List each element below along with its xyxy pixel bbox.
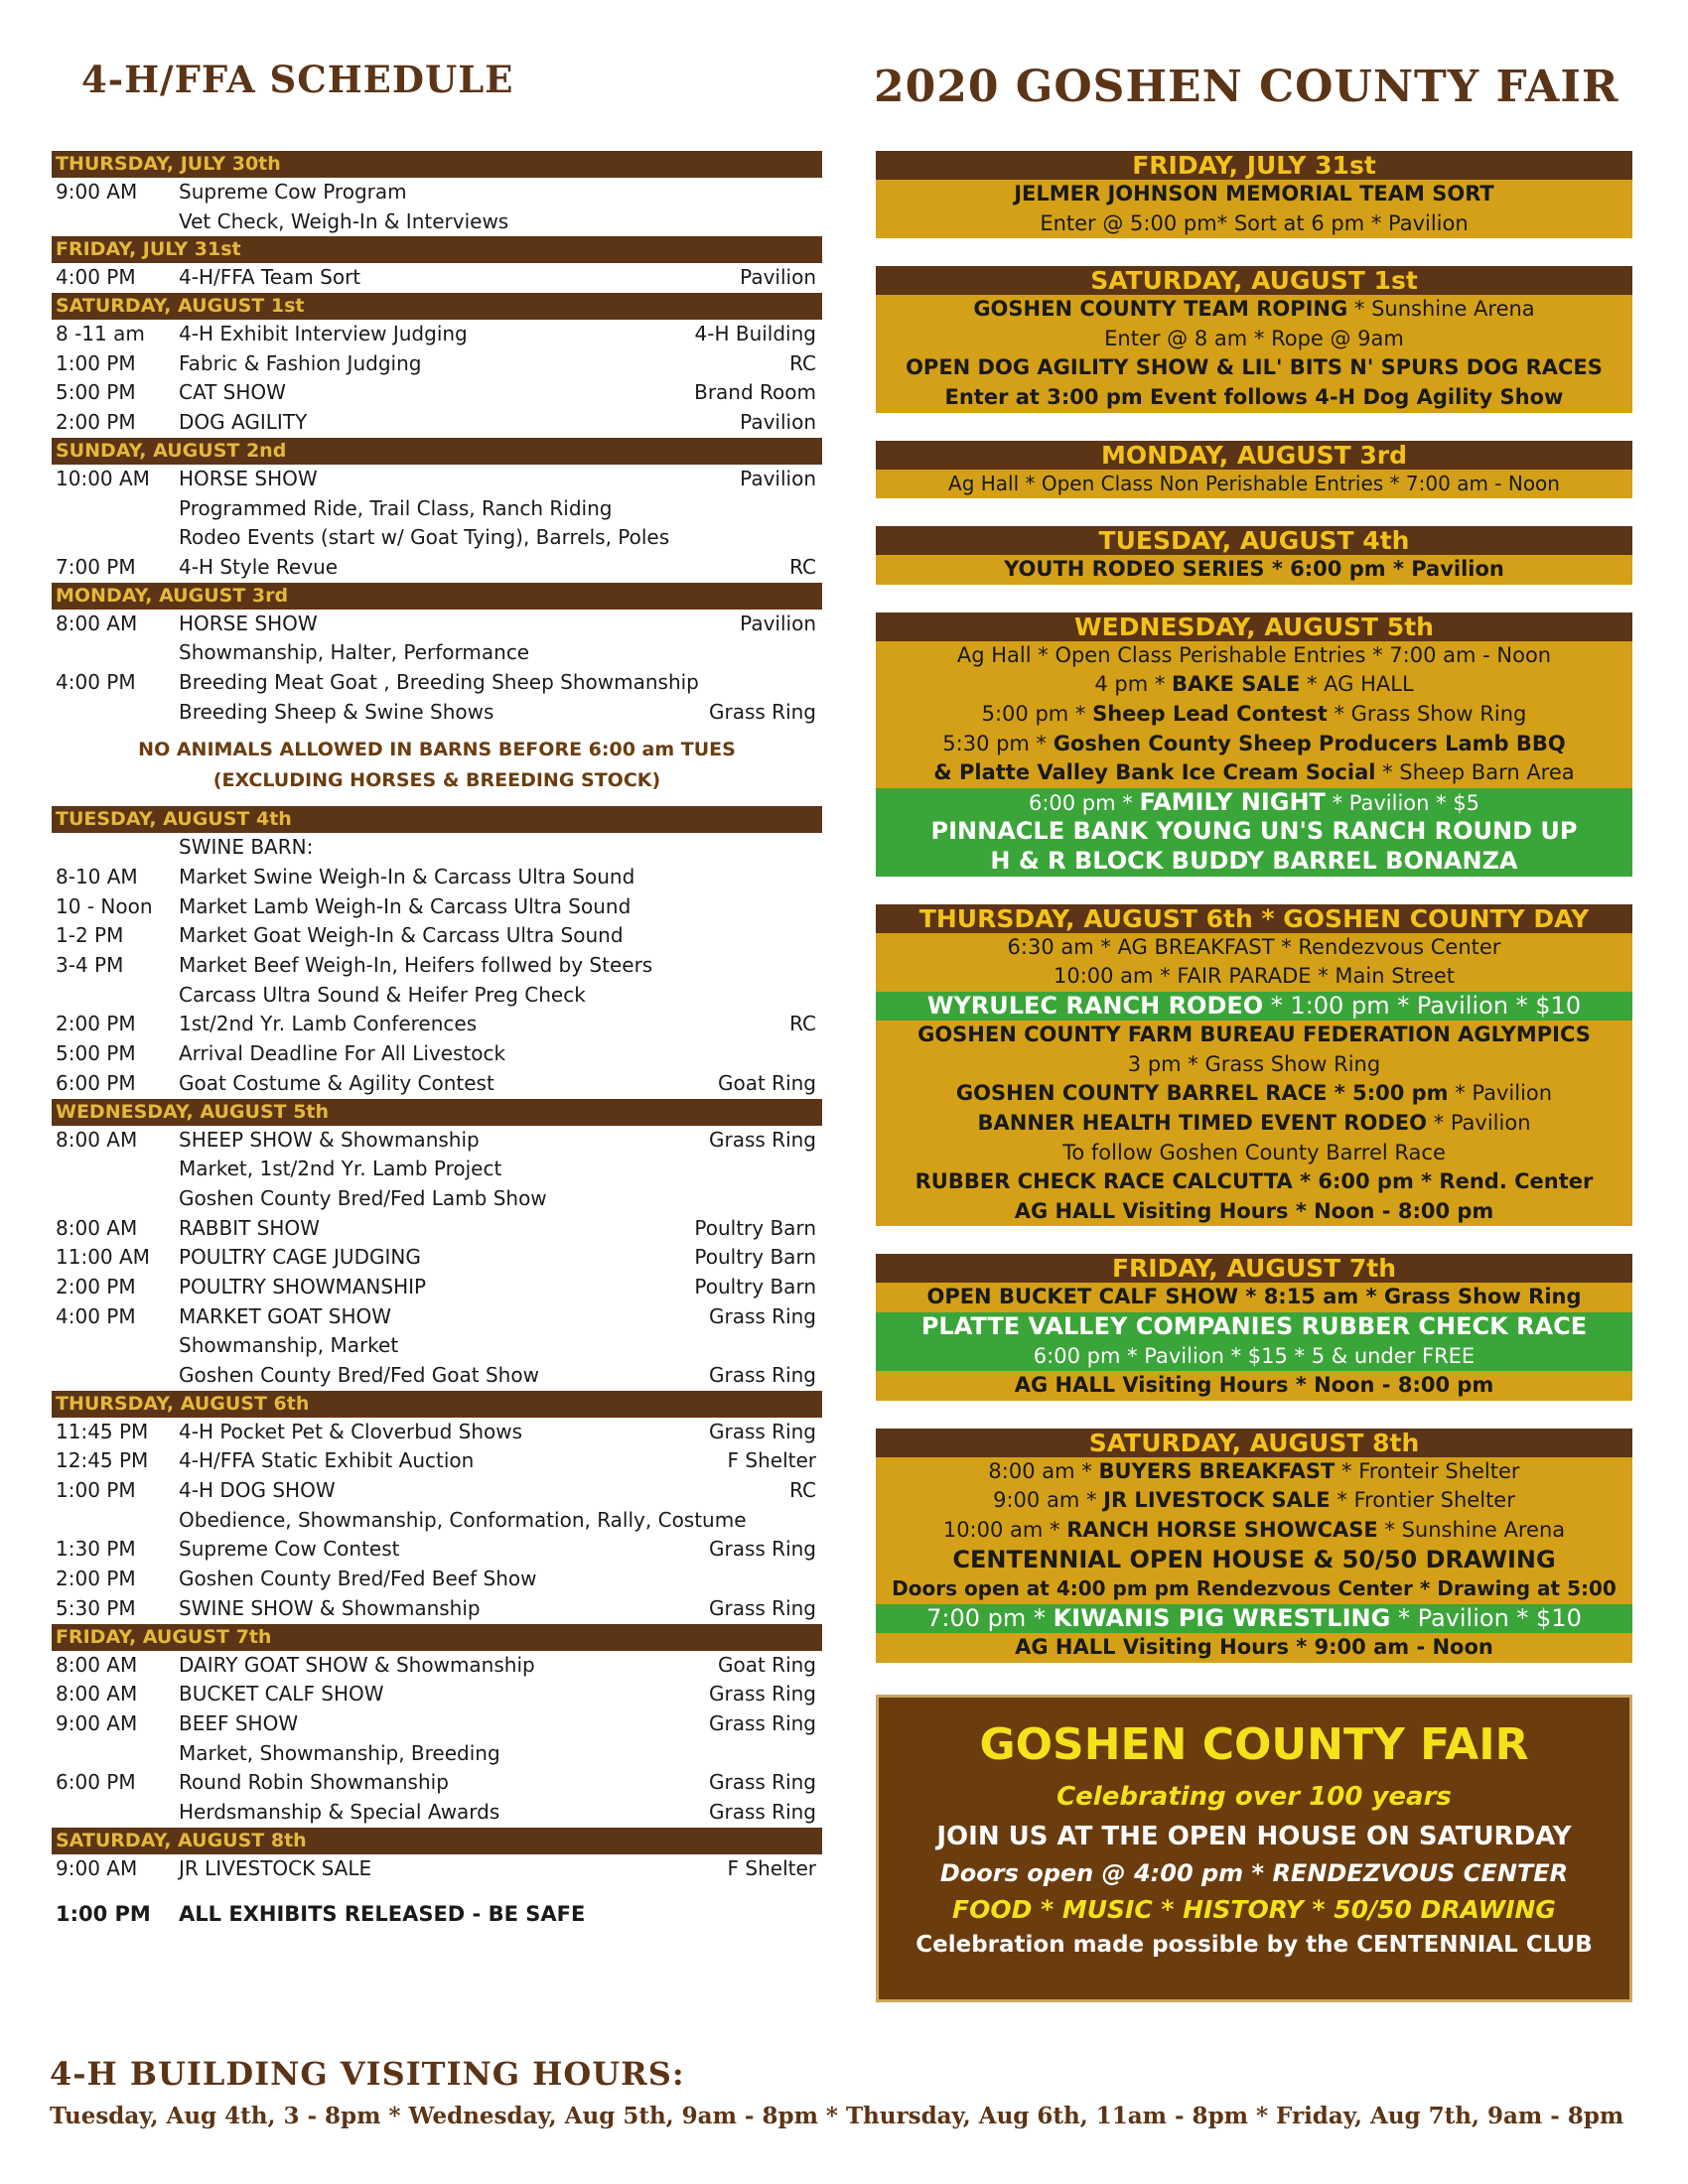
event-line: OPEN BUCKET CALF SHOW * 8:15 am * Grass Show Ring (876, 1283, 1632, 1312)
row-location: F Shelter (727, 1448, 816, 1473)
row-time: 8:00 AM (56, 1215, 138, 1240)
row-location: Brand Room (694, 380, 816, 405)
schedule-row (52, 553, 822, 583)
row-event: Goshen County Bred/Fed Beef Show (179, 1567, 537, 1591)
event-block-sat1 (876, 266, 1632, 412)
day-rows (52, 1126, 822, 1391)
schedule-row (52, 378, 822, 408)
event-line: JELMER JOHNSON MEMORIAL TEAM SORT (876, 180, 1632, 209)
event-day-header: WEDNESDAY, AUGUST 5th (876, 613, 1632, 641)
row-time: 4:00 PM (56, 1303, 136, 1328)
event-block-thu6 (876, 904, 1632, 1227)
schedule-row (52, 178, 822, 207)
event-line: CENTENNIAL OPEN HOUSE & 50/50 DRAWING (876, 1546, 1632, 1575)
event-detail: * Pavilion (1448, 1081, 1553, 1106)
event-day-header: FRIDAY, JULY 31st (876, 151, 1632, 180)
building-hours-title: 4-H BUILDING VISITING HOURS: (50, 2055, 685, 2093)
row-event: Carcass Ultra Sound & Heifer Preg Check (179, 982, 586, 1007)
event-line: Ag Hall * Open Class Perishable Entries * 7:00 am - Noon (876, 641, 1632, 671)
row-location: Poultry Barn (694, 1274, 816, 1298)
event-block-wed5 (876, 613, 1632, 877)
row-event: Showmanship, Halter, Performance (179, 640, 530, 665)
event-day-header: SATURDAY, AUGUST 8th (876, 1429, 1632, 1457)
schedule-row (52, 1155, 822, 1184)
row-location: Pavilion (740, 611, 816, 635)
row-event: Obedience, Showmanship, Conformation, Rally, Costume (179, 1507, 747, 1532)
row-event: 4-H/FFA Static Exhibit Auction (179, 1448, 475, 1473)
row-event: Programmed Ride, Trail Class, Ranch Riding (179, 495, 613, 520)
event-line: 3 pm * Grass Show Ring (876, 1050, 1632, 1080)
event-line: AG HALL Visiting Hours * Noon - 8:00 pm (876, 1197, 1632, 1227)
row-event: Showmanship, Market (179, 1333, 399, 1358)
day-header: SUNDAY, AUGUST 2nd (52, 438, 822, 465)
schedule-row (52, 833, 822, 863)
event-time: 5:00 pm * (981, 701, 1093, 726)
schedule-row (52, 1039, 822, 1069)
row-location: Grass Ring (709, 699, 816, 724)
row-location: RC (789, 1478, 816, 1503)
row-time: 5:00 PM (56, 1041, 136, 1066)
event-line (876, 1457, 1632, 1487)
day-header: THURSDAY, JULY 30th (52, 151, 822, 178)
row-location: Grass Ring (709, 1127, 816, 1152)
row-event: 4-H/FFA Team Sort (179, 265, 361, 290)
event-line: To follow Goshen County Barrel Race (876, 1139, 1632, 1168)
row-time: 8:00 AM (56, 1127, 138, 1152)
row-time: 8-10 AM (56, 865, 138, 888)
day-header: FRIDAY, AUGUST 7th (52, 1624, 822, 1651)
schedule-row (52, 1506, 822, 1536)
event-detail: * AG HALL (1300, 672, 1414, 697)
day-rows (52, 833, 822, 1098)
row-event: Market Lamb Weigh-In & Carcass Ultra Sound (179, 893, 632, 918)
schedule-row (52, 1446, 822, 1476)
row-event: SWINE BARN: (179, 835, 314, 860)
row-location: Grass Ring (709, 1799, 816, 1824)
schedule-row (52, 465, 822, 494)
row-location: Pavilion (740, 466, 816, 490)
row-event: Goat Costume & Agility Contest (179, 1070, 494, 1095)
row-event: 4-H Exhibit Interview Judging (179, 322, 468, 346)
row-time: 8 -11 am (56, 322, 145, 346)
event-time: 10:00 am * (942, 1518, 1067, 1542)
row-location: RC (789, 1012, 816, 1036)
event-day-header: THURSDAY, AUGUST 6th * GOSHEN COUNTY DAY (876, 904, 1632, 933)
row-location: Poultry Barn (694, 1245, 816, 1270)
event-line: PINNACLE BANK YOUNG UN'S RANCH ROUND UP (876, 817, 1632, 847)
schedule-row (52, 1126, 822, 1156)
row-event: 4-H Style Revue (179, 554, 339, 579)
schedule-row (52, 1361, 822, 1391)
event-line: H & R BLOCK BUDDY BARREL BONANZA (876, 847, 1632, 877)
schedule-row (52, 1010, 822, 1039)
row-time: 8:00 AM (56, 1652, 138, 1677)
club-line: FOOD * MUSIC * HISTORY * 50/50 DRAWING (952, 1895, 1556, 1924)
schedule-row (52, 921, 822, 951)
day-header: FRIDAY, JULY 31st (52, 236, 822, 263)
event-name: Goshen County Sheep Producers Lamb BBQ (1053, 731, 1566, 755)
event-day-header: FRIDAY, AUGUST 7th (876, 1254, 1632, 1283)
row-location: Poultry Barn (694, 1215, 816, 1240)
schedule-row (52, 1768, 822, 1798)
event-name: WYRULEC RANCH RODEO (926, 991, 1264, 1020)
schedule-row (52, 1680, 822, 1709)
day-rows (52, 263, 822, 293)
schedule-row (52, 698, 822, 728)
day-rows (52, 1418, 822, 1624)
event-name: BAKE SALE (1172, 672, 1301, 697)
event-block-mon3 (876, 441, 1632, 499)
club-credit: Celebration made possible by the CENTENNIAL CLUB (915, 1932, 1593, 1958)
event-name: GOSHEN COUNTY BARREL RACE * 5:00 pm (955, 1081, 1449, 1106)
centennial-club-box (876, 1695, 1632, 2002)
schedule-row (52, 1651, 822, 1681)
row-location: RC (789, 350, 816, 375)
row-event: JR LIVESTOCK SALE (179, 1855, 372, 1880)
event-line (876, 992, 1632, 1022)
row-event: MARKET GOAT SHOW (179, 1303, 392, 1328)
event-detail: * Sheep Barn Area (1375, 760, 1575, 785)
schedule-row (52, 494, 822, 524)
schedule-row (52, 207, 822, 237)
event-line: Enter at 3:00 pm Event follows 4-H Dog Agility Show (876, 383, 1632, 413)
row-time: 9:00 AM (56, 1710, 138, 1735)
row-event: Vet Check, Weigh-In & Interviews (179, 208, 509, 233)
event-line (876, 730, 1632, 759)
event-line (876, 1486, 1632, 1516)
schedule-row (52, 1594, 822, 1624)
event-detail: * Frontier Shelter (1330, 1488, 1515, 1513)
row-location: Pavilion (740, 265, 816, 290)
row-location: F Shelter (727, 1855, 816, 1880)
row-event: DAIRY GOAT SHOW & Showmanship (179, 1652, 535, 1677)
barn-notice: NO ANIMALS ALLOWED IN BARNS BEFORE 6:00 am TUES (138, 739, 736, 761)
row-time: 6:00 PM (56, 1770, 136, 1795)
schedule-row (52, 1243, 822, 1273)
row-location: Goat Ring (717, 1652, 816, 1677)
day-rows (52, 320, 822, 438)
event-line (876, 1516, 1632, 1546)
row-event: Goshen County Bred/Fed Lamb Show (179, 1185, 547, 1210)
schedule-row (52, 1854, 822, 1884)
row-event: Market Goat Weigh-In & Carcass Ultra Sound (179, 923, 624, 948)
schedule-row (52, 1476, 822, 1506)
row-location: 4-H Building (694, 322, 816, 346)
row-event: POULTRY CAGE JUDGING (179, 1245, 421, 1270)
schedule-row (52, 263, 822, 293)
row-location: Grass Ring (709, 1770, 816, 1795)
event-day-header: SATURDAY, AUGUST 1st (876, 266, 1632, 295)
row-location: Grass Ring (709, 1710, 816, 1735)
release-time: 1:00 PM (56, 1902, 151, 1927)
event-detail: * Pavilion * $10 (1390, 1603, 1582, 1632)
row-time: 4:00 PM (56, 669, 136, 694)
row-time: 11:45 PM (56, 1419, 149, 1443)
row-event: BEEF SHOW (179, 1710, 299, 1735)
row-location: Grass Ring (709, 1303, 816, 1328)
event-name: FAMILY NIGHT (1139, 787, 1326, 816)
event-name: BUYERS BREAKFAST (1098, 1458, 1336, 1483)
schedule-row (52, 1302, 822, 1332)
row-time: 8:00 AM (56, 1682, 138, 1706)
schedule-row (52, 1273, 822, 1302)
row-time: 3-4 PM (56, 953, 124, 978)
event-time: 6:00 pm * (1028, 790, 1140, 815)
release-text: ALL EXHIBITS RELEASED - BE SAFE (179, 1902, 586, 1927)
row-event: CAT SHOW (179, 380, 286, 405)
row-event: 4-H Pocket Pet & Cloverbud Shows (179, 1419, 523, 1443)
row-event: SHEEP SHOW & Showmanship (179, 1127, 480, 1152)
event-block-sat8 (876, 1429, 1632, 1663)
event-detail: * Pavilion * $5 (1325, 790, 1480, 815)
row-event: HORSE SHOW (179, 611, 318, 635)
event-name: & Platte Valley Bank Ice Cream Social (933, 760, 1376, 785)
schedule-row (52, 1739, 822, 1769)
event-line: Enter @ 8 am * Rope @ 9am (876, 325, 1632, 354)
row-time: 2:00 PM (56, 1012, 136, 1036)
event-line (876, 700, 1632, 730)
row-time: 2:00 PM (56, 410, 136, 435)
event-time: 9:00 am * (993, 1488, 1104, 1513)
event-line (876, 1604, 1632, 1634)
row-event: Arrival Deadline For All Livestock (179, 1041, 506, 1066)
event-day-header: TUESDAY, AUGUST 4th (876, 526, 1632, 555)
row-time: 1:00 PM (56, 350, 136, 375)
row-time: 12:45 PM (56, 1448, 149, 1473)
schedule-row (52, 1331, 822, 1361)
event-line (876, 1109, 1632, 1139)
schedule-row (52, 523, 822, 553)
schedule-row (52, 951, 822, 981)
row-time: 5:00 PM (56, 380, 136, 405)
event-line: Doors open at 4:00 pm pm Rendezvous Center * Drawing at 5:00 (876, 1574, 1632, 1604)
schedule-row (52, 408, 822, 438)
schedule-title: 4-H/FFA SCHEDULE (81, 58, 514, 101)
event-detail: * Sunshine Arena (1347, 297, 1535, 322)
event-line: Ag Hall * Open Class Non Perishable Entries * 7:00 am - Noon (876, 470, 1632, 499)
row-event: Market Swine Weigh-In & Carcass Ultra Sound (179, 865, 635, 888)
event-detail: * Sunshine Arena (1377, 1518, 1566, 1542)
event-line: AG HALL Visiting Hours * Noon - 8:00 pm (876, 1371, 1632, 1401)
event-line (876, 670, 1632, 700)
event-line (876, 1079, 1632, 1109)
row-time: 1:00 PM (56, 1478, 136, 1503)
day-rows (52, 1854, 822, 1884)
row-location: Pavilion (740, 410, 816, 435)
event-name: Sheep Lead Contest (1092, 701, 1328, 726)
event-detail: * Pavilion (1426, 1111, 1531, 1136)
schedule-row (52, 1535, 822, 1565)
event-name: GOSHEN COUNTY TEAM ROPING (973, 297, 1348, 322)
row-event: BUCKET CALF SHOW (179, 1682, 384, 1706)
event-line: 6:30 am * AG BREAKFAST * Rendezvous Center (876, 933, 1632, 963)
row-time: 6:00 PM (56, 1070, 136, 1095)
schedule-row (52, 638, 822, 668)
event-detail: * Grass Show Ring (1327, 701, 1527, 726)
schedule-row (52, 320, 822, 349)
row-event: Supreme Cow Program (179, 180, 407, 204)
schedule-row (52, 892, 822, 922)
row-time: 8:00 AM (56, 611, 138, 635)
row-event: Market, Showmanship, Breeding (179, 1740, 500, 1765)
row-event: DOG AGILITY (179, 410, 308, 435)
day-rows (52, 1651, 822, 1828)
event-line: GOSHEN COUNTY FARM BUREAU FEDERATION AGLYMPICS (876, 1021, 1632, 1050)
row-location: Grass Ring (709, 1363, 816, 1387)
event-block-tue4 (876, 526, 1632, 585)
club-title: GOSHEN COUNTY FAIR (979, 1719, 1529, 1770)
row-time: 10:00 AM (56, 466, 150, 490)
event-name: BANNER HEALTH TIMED EVENT RODEO (977, 1111, 1427, 1136)
row-time: 9:00 AM (56, 180, 138, 204)
row-event: SWINE SHOW & Showmanship (179, 1595, 481, 1620)
schedule-row (52, 1214, 822, 1244)
event-time: 8:00 am * (988, 1458, 1099, 1483)
day-header: SATURDAY, AUGUST 8th (52, 1828, 822, 1854)
event-line: 10:00 am * FAIR PARADE * Main Street (876, 962, 1632, 992)
row-event: Herdsmanship & Special Awards (179, 1799, 500, 1824)
row-time: 1-2 PM (56, 923, 124, 948)
club-subtitle: Celebrating over 100 years (1056, 1782, 1452, 1812)
day-header: WEDNESDAY, AUGUST 5th (52, 1099, 822, 1126)
event-time: 5:30 pm * (942, 731, 1054, 755)
row-event: Round Robin Showmanship (179, 1770, 449, 1795)
row-location: Grass Ring (709, 1682, 816, 1706)
event-name: KIWANIS PIG WRESTLING (1053, 1603, 1391, 1632)
row-time: 2:00 PM (56, 1274, 136, 1298)
release-row (52, 1897, 822, 1931)
event-detail: * 1:00 pm * Pavilion * $10 (1263, 991, 1582, 1020)
row-time: 10 - Noon (56, 893, 153, 918)
schedule-row (52, 1184, 822, 1214)
event-name: JR LIVESTOCK SALE (1103, 1488, 1331, 1513)
row-event: Breeding Sheep & Swine Shows (179, 699, 494, 724)
event-time: 4 pm * (1094, 672, 1173, 697)
event-line: RUBBER CHECK RACE CALCUTTA * 6:00 pm * Rend. Center (876, 1167, 1632, 1197)
row-time: 5:30 PM (56, 1595, 136, 1620)
row-location: RC (789, 554, 816, 579)
row-event: Goshen County Bred/Fed Goat Show (179, 1363, 539, 1387)
fair-events (876, 151, 1632, 1691)
fair-title: 2020 GOSHEN COUNTY FAIR (874, 62, 1619, 112)
day-rows (52, 610, 822, 728)
day-header: THURSDAY, AUGUST 6th (52, 1391, 822, 1418)
day-rows (52, 178, 822, 236)
row-event: 1st/2nd Yr. Lamb Conferences (179, 1012, 478, 1036)
schedule-row (52, 668, 822, 698)
event-line (876, 788, 1632, 818)
row-location: Grass Ring (709, 1537, 816, 1562)
row-time: 4:00 PM (56, 265, 136, 290)
event-block-fri31 (876, 151, 1632, 238)
barn-notice: (EXCLUDING HORSES & BREEDING STOCK) (212, 769, 661, 792)
event-time: 7:00 pm * (926, 1603, 1054, 1632)
schedule-row (52, 610, 822, 639)
day-header: MONDAY, AUGUST 3rd (52, 583, 822, 610)
schedule-table (52, 151, 822, 1931)
schedule-row (52, 1069, 822, 1099)
schedule-row (52, 1565, 822, 1594)
row-location: Grass Ring (709, 1595, 816, 1620)
event-detail: * Fronteir Shelter (1335, 1458, 1520, 1483)
event-line (876, 295, 1632, 325)
row-location: Grass Ring (709, 1419, 816, 1443)
row-event: RABBIT SHOW (179, 1215, 320, 1240)
row-event: Breeding Meat Goat , Breeding Sheep Showmanship (179, 669, 699, 694)
event-line: AG HALL Visiting Hours * 9:00 am - Noon (876, 1633, 1632, 1663)
row-event: HORSE SHOW (179, 466, 318, 490)
schedule-row (52, 863, 822, 892)
club-line: Doors open @ 4:00 pm * RENDEZVOUS CENTER (939, 1859, 1569, 1887)
schedule-row (52, 1418, 822, 1447)
row-time: 9:00 AM (56, 1855, 138, 1880)
row-event: 4-H DOG SHOW (179, 1478, 336, 1503)
day-header: TUESDAY, AUGUST 4th (52, 806, 822, 833)
row-event: Rodeo Events (start w/ Goat Tying), Barrels, Poles (179, 525, 670, 550)
event-line: 6:00 pm * Pavilion * $15 * 5 & under FREE (876, 1342, 1632, 1372)
event-line: Enter @ 5:00 pm* Sort at 6 pm * Pavilion (876, 209, 1632, 239)
event-line: YOUTH RODEO SERIES * 6:00 pm * Pavilion (876, 555, 1632, 585)
building-hours-text: Tuesday, Aug 4th, 3 - 8pm * Wednesday, Aug 5th, 9am - 8pm * Thursday, Aug 6th, 11am - 8pm * Friday, Aug 7th, 9am - 8pm (50, 2103, 1624, 2129)
row-time: 2:00 PM (56, 1567, 136, 1591)
day-rows (52, 465, 822, 583)
schedule-row (52, 349, 822, 379)
event-line (876, 758, 1632, 788)
row-location: Goat Ring (717, 1070, 816, 1095)
row-event: POULTRY SHOWMANSHIP (179, 1274, 427, 1298)
row-time: 1:30 PM (56, 1537, 136, 1562)
club-line: JOIN US AT THE OPEN HOUSE ON SATURDAY (936, 1822, 1572, 1851)
schedule-row (52, 1798, 822, 1828)
row-event: Market, 1st/2nd Yr. Lamb Project (179, 1157, 502, 1181)
event-block-fri7 (876, 1254, 1632, 1400)
schedule-row (52, 1709, 822, 1739)
event-day-header: MONDAY, AUGUST 3rd (876, 441, 1632, 470)
row-time: 7:00 PM (56, 554, 136, 579)
row-event: Fabric & Fashion Judging (179, 350, 422, 375)
day-header: SATURDAY, AUGUST 1st (52, 293, 822, 320)
row-event: Market Beef Weigh-In, Heifers follwed by Steers (179, 953, 653, 978)
event-line: PLATTE VALLEY COMPANIES RUBBER CHECK RACE (876, 1312, 1632, 1342)
row-time: 11:00 AM (56, 1245, 150, 1270)
row-event: Supreme Cow Contest (179, 1537, 400, 1562)
schedule-row (52, 981, 822, 1011)
event-name: RANCH HORSE SHOWCASE (1066, 1518, 1378, 1542)
event-line: OPEN DOG AGILITY SHOW & LIL' BITS N' SPURS DOG RACES (876, 353, 1632, 383)
